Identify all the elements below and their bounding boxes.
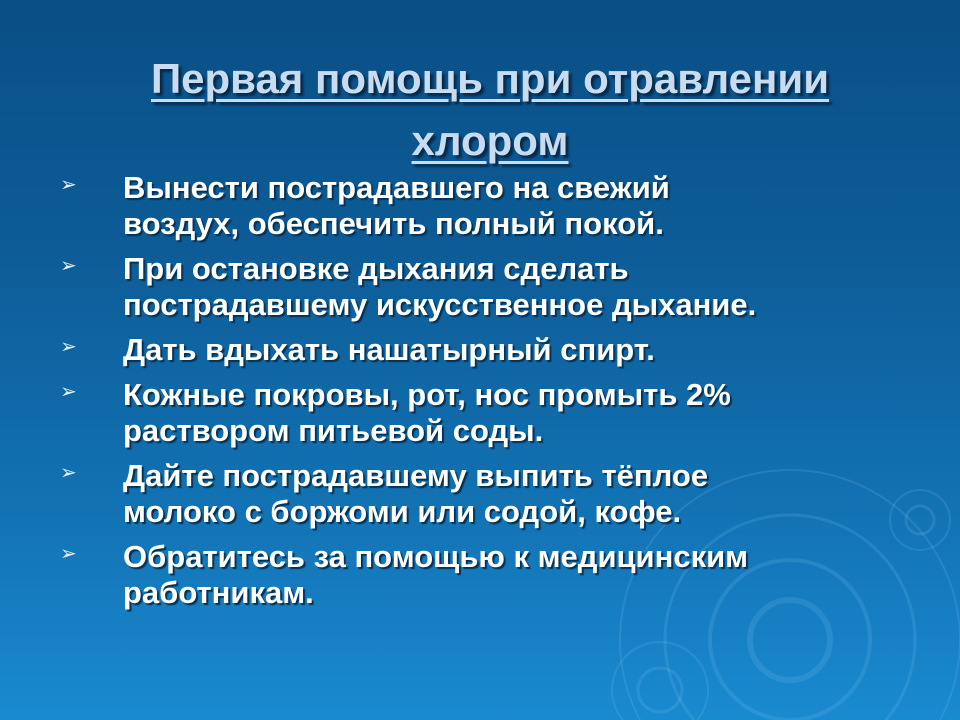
bullet-text-line-1: Дайте пострадавшему выпить тёплое xyxy=(123,458,709,493)
bullet-text-line-2: воздух, обеспечить полный покой. xyxy=(123,206,664,241)
slide-title xyxy=(60,48,920,172)
bullet-text-line-2: работникам. xyxy=(123,575,314,610)
slide-title-line-1: Первая помощь при отравлении xyxy=(150,55,830,102)
bullet-text-line-1: При остановке дыхания сделать xyxy=(123,251,629,286)
arrow-bullet-icon: ➢ xyxy=(60,253,77,277)
bullet-text-line-2: пострадавшему искусственное дыхание. xyxy=(123,287,757,322)
bullet-list xyxy=(60,170,920,620)
arrow-bullet-icon: ➢ xyxy=(60,379,77,403)
arrow-bullet-icon: ➢ xyxy=(60,541,77,565)
bullet-text-line-1: Обратитесь за помощью к медицинским xyxy=(123,539,749,574)
bullet-item xyxy=(60,251,920,323)
bullet-text-line-2: молоко с боржоми или содой, кофе. xyxy=(123,494,682,529)
bullet-item xyxy=(60,458,920,530)
bullet-text-line-1: Вынести пострадавшего на свежий xyxy=(123,170,670,205)
arrow-bullet-icon: ➢ xyxy=(60,334,77,358)
bullet-text-line-2: раствором питьевой соды. xyxy=(123,413,544,448)
bullet-item xyxy=(60,539,920,611)
bullet-item xyxy=(60,332,920,368)
slide-title-line-2: хлором xyxy=(411,117,569,164)
bullet-item xyxy=(60,170,920,242)
bullet-text-line-1: Дать вдыхать нашатырный спирт. xyxy=(123,332,655,367)
bullet-item xyxy=(60,377,920,449)
arrow-bullet-icon: ➢ xyxy=(60,172,77,196)
bullet-text-line-1: Кожные покровы, рот, нос промыть 2% xyxy=(123,377,731,412)
arrow-bullet-icon: ➢ xyxy=(60,460,77,484)
